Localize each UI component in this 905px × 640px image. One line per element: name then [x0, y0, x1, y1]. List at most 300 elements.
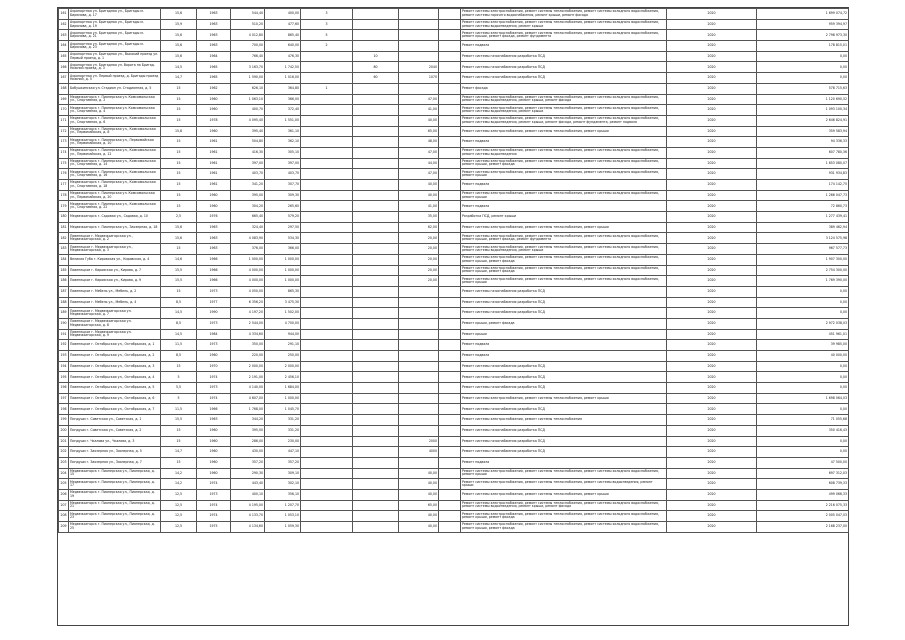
cell-row-number: 207	[59, 500, 69, 511]
cell-count-a	[301, 51, 353, 62]
cell-cost: 178 815,01	[757, 41, 849, 52]
cell-spacer	[439, 41, 461, 52]
cell-count-a: 3	[301, 19, 353, 30]
cell-count-a	[301, 233, 353, 244]
cell-cost: 697 312,03	[757, 468, 849, 479]
cell-work-description: Ремонт системы электроснабжения, ремонт системы теплоснабжения, ремонт крыши	[461, 126, 667, 137]
cell-year: 1970	[197, 361, 231, 372]
cell-count-a	[301, 500, 353, 511]
cell-work-description: Разработка ПСД, ремонт крыши	[461, 212, 667, 223]
cell-spacer	[439, 19, 461, 30]
cell-count-c: 20,00	[399, 244, 439, 255]
cell-address: Медвежьегорск г. Пионерская ул. Комсомольская ул., Спортивная, д. 4	[69, 105, 161, 116]
cell-count-c: 62,00	[399, 222, 439, 233]
cell-plan-year: 2020	[667, 158, 757, 169]
cell-count-c: 2040	[399, 62, 439, 73]
cell-area-total: 344,20	[231, 415, 265, 426]
cell-count-b	[353, 126, 399, 137]
cell-area-living: 297,50	[265, 222, 301, 233]
cell-plan-year: 2020	[667, 415, 757, 426]
cell-count-a	[301, 318, 353, 329]
cell-cost: 94 336,33	[757, 137, 849, 148]
cell-count-a	[301, 169, 353, 180]
cell-year: 1963	[197, 19, 231, 30]
cell-cost: 359 583,94	[757, 126, 849, 137]
cell-work-description: Ремонт крыши	[461, 329, 667, 340]
cell-address: Повенецкое г. Кировская ул., Кирова, д. 7	[69, 265, 161, 276]
cell-work-description: Ремонт системы электроснабжения, ремонт системы теплоснабжения, ремонт системы холодного водоснабжения, ремонт системы водоотведения, ремонт крыши	[461, 244, 667, 255]
cell-count-b	[353, 308, 399, 319]
cell-count-a	[301, 147, 353, 158]
cell-address: Аэропортная ул. Бригадная ул., Высокий проезд ул. Первый проезд, д. 1	[69, 51, 161, 62]
cell-row-number: 175	[59, 158, 69, 169]
cell-area-total: 304,20	[231, 201, 265, 212]
table-row	[59, 308, 849, 319]
cell-count-b	[353, 511, 399, 522]
cell-row-number: 181	[59, 222, 69, 233]
cell-work-description: Ремонт системы газоснабжения разработка ПСД	[461, 51, 667, 62]
cell-address: Медвежьегорск г. Пионерская ул., Заозерная, д. 18	[69, 222, 161, 233]
cell-area-living: 403,70	[265, 169, 301, 180]
cell-count-a	[301, 62, 353, 73]
cell-address: Повенецкое г. Медвежьегорская ул., Медвежьегорская, д. 3	[69, 244, 161, 255]
cell-address: Медвежьегорск г. Пионерская ул., Комсомольская ул., Спортивная, д. 18	[69, 180, 161, 191]
cell-plan-year: 2020	[667, 126, 757, 137]
cell-count-c: 65,00	[399, 126, 439, 137]
cell-area-living: 302,10	[265, 479, 301, 490]
cell-cost: 0,00	[757, 436, 849, 447]
cell-cost: 451 961,01	[757, 329, 849, 340]
cell-spacer	[439, 169, 461, 180]
cell-row-number: 196	[59, 383, 69, 394]
cell-cost: 389 462,94	[757, 222, 849, 233]
table-body	[59, 9, 849, 533]
cell-row-number: 192	[59, 340, 69, 351]
table-row	[59, 351, 849, 362]
table-row	[59, 19, 849, 30]
cell-address: Пиндуши г. Советская ул., Советская, д. 2	[69, 425, 161, 436]
cell-plan-year: 2020	[667, 404, 757, 415]
cell-count-b	[353, 383, 399, 394]
cell-address: Повенецкое г. Мебель ул., Мебель, д. 4	[69, 297, 161, 308]
cell-floors: 15	[161, 244, 197, 255]
cell-count-c: 44,00	[399, 158, 439, 169]
table-row	[59, 73, 849, 84]
cell-work-description: Ремонт системы электроснабжения, ремонт системы теплоснабжения, ремонт системы холодного водоснабжения, ремонт системы горячего водоснабжения, ремонт крыши, ремонт фасада	[461, 9, 667, 20]
cell-count-b	[353, 105, 399, 116]
cell-address: Медвежьегорск г. Пионерская ул. Комсомольская ул., Спортивная, д. 2	[69, 94, 161, 105]
cell-spacer	[439, 329, 461, 340]
cell-count-b	[353, 180, 399, 191]
cell-area-total: 4 000,00	[231, 276, 265, 287]
cell-year: 1973	[197, 318, 231, 329]
cell-area-living: 1 551,00	[265, 115, 301, 126]
cell-year: 1973	[197, 286, 231, 297]
cell-row-number: 199	[59, 415, 69, 426]
cell-plan-year: 2020	[667, 297, 757, 308]
cell-floors: 15,9	[161, 19, 197, 30]
cell-count-b	[353, 94, 399, 105]
cell-area-total: 2 000,00	[231, 361, 265, 372]
cell-count-c	[399, 286, 439, 297]
cell-floors: 2,5	[161, 212, 197, 223]
cell-count-b	[353, 286, 399, 297]
cell-count-a	[301, 425, 353, 436]
cell-count-b	[353, 190, 399, 201]
cell-year: 1966	[197, 404, 231, 415]
cell-floors: 14,2	[161, 468, 197, 479]
cell-work-description: Ремонт подвала	[461, 351, 667, 362]
cell-count-b	[353, 329, 399, 340]
cell-floors: 15	[161, 169, 197, 180]
cell-address: Пиндуши г. Заозерная ул., Заозерная, д. 5	[69, 447, 161, 458]
cell-row-number: 193	[59, 351, 69, 362]
cell-count-b	[353, 254, 399, 265]
cell-row-number: 188	[59, 297, 69, 308]
cell-floors: 14,2	[161, 479, 197, 490]
cell-count-a	[301, 468, 353, 479]
cell-work-description: Ремонт системы газоснабжения разработка ПСД	[461, 447, 667, 458]
cell-year: 1961	[197, 137, 231, 148]
cell-plan-year: 2020	[667, 351, 757, 362]
cell-floors: 15	[161, 286, 197, 297]
cell-plan-year: 2020	[667, 286, 757, 297]
table-row	[59, 372, 849, 383]
table-row	[59, 522, 849, 533]
cell-row-number: 173	[59, 137, 69, 148]
cell-area-living: 534,30	[265, 233, 301, 244]
cell-spacer	[439, 190, 461, 201]
cell-count-b	[353, 276, 399, 287]
cell-count-b	[353, 222, 399, 233]
cell-area-living: 309,30	[265, 190, 301, 201]
cell-count-a	[301, 351, 353, 362]
cell-address: Аэропортная ул. Бригадная ул., Бригады м. Бирюзова, д. 19	[69, 19, 161, 30]
cell-area-living: 1 045,70	[265, 404, 301, 415]
cell-count-b	[353, 351, 399, 362]
cell-plan-year: 2020	[667, 212, 757, 223]
cell-area-total: 403,70	[231, 169, 265, 180]
table-row	[59, 393, 849, 404]
cell-area-living: 1 000,00	[265, 265, 301, 276]
cell-area-total: 3 163,70	[231, 62, 265, 73]
cell-cost: 1 769 390,00	[757, 276, 849, 287]
cell-spacer	[439, 9, 461, 20]
cell-spacer	[439, 457, 461, 468]
cell-area-living: 356,10	[265, 489, 301, 500]
cell-year: 1960	[197, 468, 231, 479]
table-row	[59, 147, 849, 158]
cell-plan-year: 2020	[667, 511, 757, 522]
table-row	[59, 222, 849, 233]
cell-spacer	[439, 73, 461, 84]
cell-year: 1974	[197, 393, 231, 404]
cell-year: 1963	[197, 233, 231, 244]
cell-count-b	[353, 265, 399, 276]
cell-row-number: 200	[59, 425, 69, 436]
cell-count-a	[301, 105, 353, 116]
cell-count-a	[301, 94, 353, 105]
cell-area-living: 250,00	[265, 351, 301, 362]
table-row	[59, 190, 849, 201]
cell-row-number: 176	[59, 169, 69, 180]
cell-area-living: 477,60	[265, 19, 301, 30]
cell-spacer	[439, 83, 461, 94]
cell-count-a	[301, 212, 353, 223]
cell-count-c: 40,00	[399, 479, 439, 490]
cell-count-c	[399, 372, 439, 383]
cell-year: 1961	[197, 180, 231, 191]
cell-count-b: 10	[353, 51, 399, 62]
cell-row-number: 205	[59, 479, 69, 490]
cell-cost: 578 715,63	[757, 83, 849, 94]
cell-row-number: 163	[59, 30, 69, 41]
cell-spacer	[439, 30, 461, 41]
cell-floors: 15,6	[161, 41, 197, 52]
table-row	[59, 254, 849, 265]
cell-count-c	[399, 425, 439, 436]
cell-count-b	[353, 425, 399, 436]
table-row	[59, 318, 849, 329]
cell-spacer	[439, 62, 461, 73]
cell-area-living: 305,10	[265, 147, 301, 158]
cell-address: Повенецкое г. Медвежьегорская ул. Медвежьегорская, д. 9	[69, 329, 161, 340]
cell-work-description: Ремонт подвала	[461, 137, 667, 148]
cell-area-total: 6 356,20	[231, 297, 265, 308]
cell-spacer	[439, 404, 461, 415]
cell-work-description: Ремонт системы электроснабжения, ремонт системы теплоснабжения, ремонт системы холодного водоснабжения, ремонт крыши, ремонт фасада	[461, 158, 667, 169]
cell-count-b	[353, 147, 399, 158]
cell-plan-year: 2020	[667, 308, 757, 319]
cell-spacer	[439, 137, 461, 148]
cell-year: 1963	[197, 30, 231, 41]
table-row	[59, 105, 849, 116]
cell-cost: 0,00	[757, 404, 849, 415]
cell-cost: 39 985,00	[757, 340, 849, 351]
cell-row-number: 185	[59, 265, 69, 276]
table-row	[59, 201, 849, 212]
cell-year: 1963	[197, 244, 231, 255]
cell-count-c: 65,00	[399, 500, 439, 511]
cell-year: 1961	[197, 147, 231, 158]
cell-cost: 2 216 075,33	[757, 500, 849, 511]
cell-area-total: 376,00	[231, 244, 265, 255]
cell-spacer	[439, 479, 461, 490]
cell-floors: 15,5	[161, 265, 197, 276]
table-row	[59, 233, 849, 244]
cell-row-number: 169	[59, 94, 69, 105]
cell-count-a	[301, 415, 353, 426]
cell-area-total: 324,40	[231, 222, 265, 233]
cell-work-description: Ремонт системы электроснабжения, ремонт системы теплоснабжения, ремонт системы водоотведения, ремонт крыши	[461, 479, 667, 490]
cell-area-total: 700,00	[231, 41, 265, 52]
table-row	[59, 297, 849, 308]
cell-count-b	[353, 201, 399, 212]
cell-area-living: 265,60	[265, 201, 301, 212]
cell-count-b	[353, 83, 399, 94]
cell-count-c	[399, 340, 439, 351]
cell-cost: 2 798 973,30	[757, 30, 849, 41]
cell-count-c: 20,00	[399, 265, 439, 276]
cell-floors: 12,5	[161, 500, 197, 511]
cell-year: 1974	[197, 500, 231, 511]
cell-work-description: Ремонт системы электроснабжения, ремонт системы теплоснабжения, ремонт системы холодного водоснабжения, ремонт крыши, ремонт фасада	[461, 522, 667, 533]
cell-area-total: 395,40	[231, 126, 265, 137]
cell-spacer	[439, 126, 461, 137]
cell-address: Медвежьегорск г. Пионерская ул., Пионерская, д. 21	[69, 500, 161, 511]
cell-area-total: 766,40	[231, 51, 265, 62]
cell-row-number: 165	[59, 51, 69, 62]
cell-year: 1963	[197, 222, 231, 233]
cell-floors: 15	[161, 436, 197, 447]
cell-cost: 959 394,97	[757, 19, 849, 30]
cell-area-living: 291,10	[265, 340, 301, 351]
cell-area-total: 400,70	[231, 105, 265, 116]
cell-count-b	[353, 41, 399, 52]
cell-address: Повенецкое г. Мебель ул., Мебель, д. 2	[69, 286, 161, 297]
cell-row-number: 209	[59, 522, 69, 533]
cell-cost: 0,00	[757, 286, 849, 297]
cell-floors: 14,7	[161, 73, 197, 84]
cell-cost: 40 000,00	[757, 351, 849, 362]
cell-area-total: 397,00	[231, 158, 265, 169]
cell-floors: 15,6	[161, 222, 197, 233]
cell-row-number: 201	[59, 436, 69, 447]
table-row	[59, 244, 849, 255]
cell-floors: 8,5	[161, 297, 197, 308]
cell-plan-year: 2020	[667, 372, 757, 383]
cell-spacer	[439, 147, 461, 158]
cell-count-c	[399, 51, 439, 62]
cell-area-living: 640,00	[265, 41, 301, 52]
cell-area-living: 362,10	[265, 137, 301, 148]
cell-floors: 15	[161, 425, 197, 436]
cell-count-a	[301, 340, 353, 351]
cell-cost: 1 907 300,00	[757, 254, 849, 265]
cell-work-description: Ремонт системы электроснабжения, ремонт системы теплоснабжения, ремонт системы холодного водоснабжения, ремонт системы водоотведения, ремонт крыши, ремонт фасада	[461, 500, 667, 511]
table-row	[59, 468, 849, 479]
cell-row-number: 168	[59, 83, 69, 94]
cell-address: Повенецкое г. Медвежьегорская ул. Медвежьегорская, д. 7	[69, 308, 161, 319]
cell-cost: 2 754 300,00	[757, 265, 849, 276]
cell-cost: 2 972 038,03	[757, 318, 849, 329]
cell-area-living: 865,40	[265, 30, 301, 41]
cell-count-c: 41,00	[399, 105, 439, 116]
cell-address: Медвежьегорск г. Пионерская ул., Первомайская ул., Первомайская, д. 10	[69, 137, 161, 148]
cell-year: 1963	[197, 415, 231, 426]
cell-area-living: 579,20	[265, 212, 301, 223]
cell-area-living: 400,00	[265, 9, 301, 20]
cell-row-number: 190	[59, 318, 69, 329]
cell-floors: 15	[161, 158, 197, 169]
cell-spacer	[439, 318, 461, 329]
cell-plan-year: 2020	[667, 479, 757, 490]
cell-work-description: Ремонт подвала	[461, 457, 667, 468]
cell-count-a	[301, 522, 353, 533]
cell-year: 1973	[197, 489, 231, 500]
cell-area-living: 331,20	[265, 415, 301, 426]
cell-count-a	[301, 137, 353, 148]
cell-count-c	[399, 308, 439, 319]
cell-spacer	[439, 115, 461, 126]
cell-count-b	[353, 19, 399, 30]
cell-plan-year: 2020	[667, 73, 757, 84]
cell-row-number: 187	[59, 286, 69, 297]
cell-cost: 1 277 439,41	[757, 212, 849, 223]
cell-floors: 5	[161, 393, 197, 404]
cell-floors: 5	[161, 372, 197, 383]
cell-address: Повенецкое г. Октябрьская ул., Октябрьская, д. 3	[69, 361, 161, 372]
cell-count-c	[399, 383, 439, 394]
cell-floors: 15,6	[161, 233, 197, 244]
cell-cost: 0,00	[757, 447, 849, 458]
table-row	[59, 137, 849, 148]
cell-year: 1965	[197, 73, 231, 84]
cell-row-number: 186	[59, 276, 69, 287]
cell-plan-year: 2020	[667, 180, 757, 191]
cell-address: Повенецкое г. Октябрьская ул., Октябрьская, д. 2	[69, 351, 161, 362]
cell-row-number: 197	[59, 393, 69, 404]
cell-floors: 15	[161, 201, 197, 212]
cell-work-description: Ремонт системы электроснабжения, ремонт системы теплоснабжения, ремонт системы холодного водоснабжения, ремонт крыши, ремонт фасада, ремонт фундамента	[461, 30, 667, 41]
cell-cost: 1 699 074,72	[757, 9, 849, 20]
cell-count-b: 60	[353, 73, 399, 84]
cell-address: Повенецкое г. Кировская ул., Кирова, д. 9	[69, 276, 161, 287]
cell-work-description: Ремонт системы газоснабжения разработка ПСД	[461, 297, 667, 308]
cell-cost: 350 416,43	[757, 425, 849, 436]
cell-count-c	[399, 404, 439, 415]
table-row	[59, 276, 849, 287]
cell-area-total: 504,80	[231, 137, 265, 148]
cell-count-b	[353, 158, 399, 169]
cell-count-a	[301, 126, 353, 137]
cell-cost: 2 646 824,91	[757, 115, 849, 126]
cell-plan-year: 2020	[667, 222, 757, 233]
cell-area-total: 1 063,10	[231, 94, 265, 105]
cell-count-b	[353, 212, 399, 223]
cell-spacer	[439, 522, 461, 533]
cell-year: 1964	[197, 51, 231, 62]
cell-area-living: 230,00	[265, 436, 301, 447]
cell-count-a	[301, 511, 353, 522]
cell-count-c: 40,00	[399, 489, 439, 500]
cell-count-c: 40,00	[399, 180, 439, 191]
table-row	[59, 447, 849, 458]
cell-floors: 15	[161, 190, 197, 201]
cell-work-description: Ремонт системы электроснабжения, ремонт системы теплоснабжения, ремонт крыши	[461, 393, 667, 404]
cell-floors: 5,5	[161, 383, 197, 394]
cell-area-total: 400,10	[231, 489, 265, 500]
table-row	[59, 180, 849, 191]
cell-cost: 967 577,73	[757, 244, 849, 255]
cell-count-c	[399, 83, 439, 94]
cell-count-a	[301, 372, 353, 383]
table-row	[59, 286, 849, 297]
cell-year: 1973	[197, 340, 231, 351]
cell-area-living: 331,20	[265, 425, 301, 436]
cell-plan-year: 2020	[667, 190, 757, 201]
cell-work-description: Ремонт подвала	[461, 180, 667, 191]
cell-area-living: 1 059,30	[265, 522, 301, 533]
cell-row-number: 184	[59, 254, 69, 265]
cell-year: 1976	[197, 212, 231, 223]
cell-work-description: Ремонт системы электроснабжения, ремонт системы теплоснабжения, ремонт системы холодного водоснабжения, ремонт системы водоотведения, ремонт крыши, ремонт фасада	[461, 94, 667, 105]
cell-spacer	[439, 415, 461, 426]
cell-work-description: Ремонт системы газоснабжения разработка ПСД	[461, 73, 667, 84]
cell-row-number: 204	[59, 468, 69, 479]
cell-plan-year: 2020	[667, 489, 757, 500]
cell-address: Медвежьегорск г. Пионерская ул., Пионерская, д. 23	[69, 511, 161, 522]
